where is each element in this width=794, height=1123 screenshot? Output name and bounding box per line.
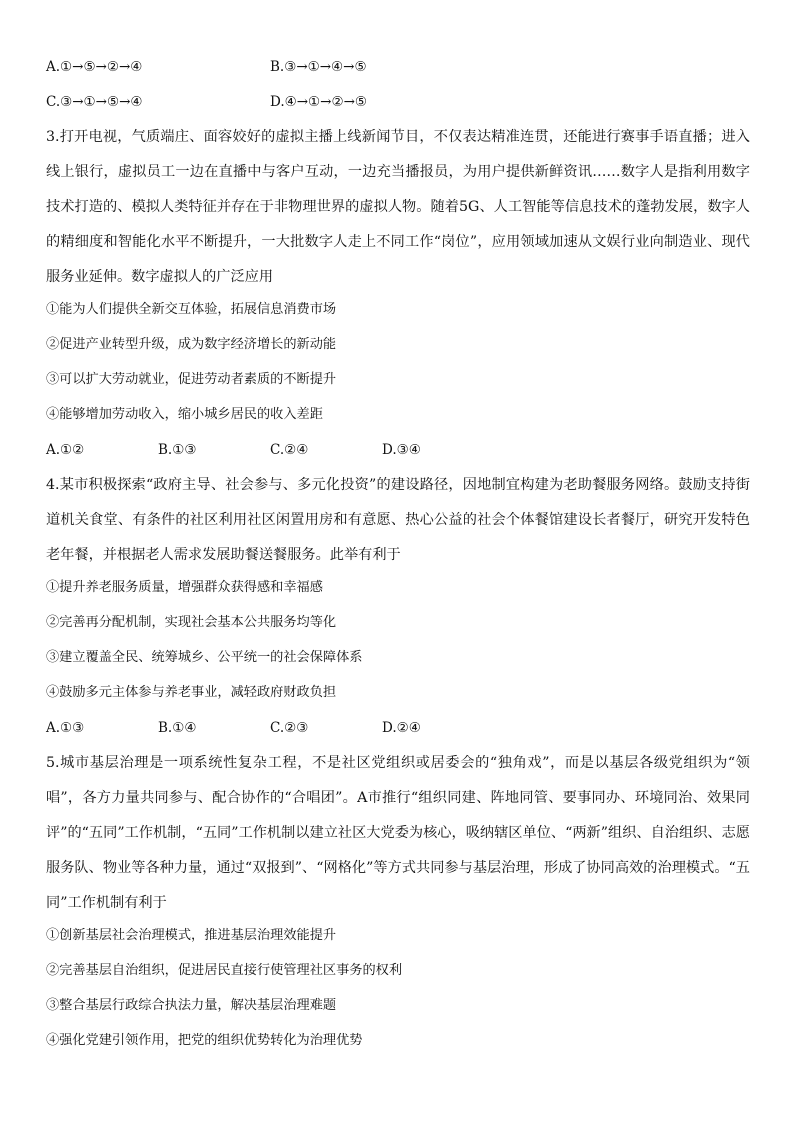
exam-page (46, 56, 750, 1065)
choice-d[interactable]: D.④→①→②→⑤ (270, 94, 367, 110)
statement-3: ③可以扩大劳动就业，促进劳动者素质的不断提升 (46, 372, 337, 387)
question-5 (46, 746, 750, 1052)
question-stem: 3.打开电视，气质端庄、面容姣好的虚拟主播上线新闻节目，不仅表达精准连贯，还能进行赛事手语直播；进入线上银行，虚拟员工一边在直播中与客户互动，一边充当播报员，为用户提供新鲜资讯……数字人是指利用数字技术打造的、模拟人类特征并存在于非物理世界的虚拟人物。随着5G、人工智能等信息技术的蓬勃发展，数字人的精细度和智能化水平不断提升，一大批数字人走上不同工作“岗位”，应用领域加速从文娱行业向制造业、现代服务业延伸。数字虚拟人的广泛应用 (46, 129, 750, 285)
statement-4: ④能够增加劳动收入，缩小城乡居民的收入差距 (46, 407, 323, 422)
choice-d[interactable]: D.②④ (382, 720, 421, 736)
answer-choices (46, 717, 750, 739)
statement-3: ③整合基层行政综合执法力量，解决基层治理难题 (46, 998, 337, 1013)
question-stem: 5.城市基层治理是一项系统性复杂工程，不是社区党组织或居委会的“独角戏”，而是以基层各级党组织为“领唱”，各方力量共同参与、配合协作的“合唱团”。A市推行“组织同建、阵地同管、要事同办、环境同治、效果同评”的“五同”工作机制，“五同”工作机制以建立社区大党委为核心，吸纳辖区单位、“两新”组织、自治组织、志愿服务队、物业等各种力量，通过“双报到”、“网格化”等方式共同参与基层治理，形成了协同高效的治理模式。“五同”工作机制有利于 (46, 755, 750, 911)
choice-c[interactable]: C.③→①→⑤→④ (46, 94, 143, 110)
statement-1: ①创新基层社会治理模式，推进基层治理效能提升 (46, 928, 337, 943)
choice-b[interactable]: B.①④ (158, 720, 197, 736)
answer-choices (46, 439, 750, 461)
choice-d[interactable]: D.③④ (382, 442, 421, 458)
choice-b[interactable]: B.①③ (158, 442, 197, 458)
statement-3: ③建立覆盖全民、统筹城乡、公平统一的社会保障体系 (46, 650, 363, 665)
statement-1: ①能为人们提供全新交互体验，拓展信息消费市场 (46, 302, 337, 317)
choice-b[interactable]: B.③→①→④→⑤ (270, 59, 367, 75)
question-stem: 4.某市积极探索“政府主导、社会参与、多元化投资”的建设路径，因地制宜构建为老助餐服务网络。鼓励支持街道机关食堂、有条件的社区利用社区闲置用房和有意愿、热心公益的社会个体餐馆建设长者餐厅，研究开发特色老年餐，并根据老人需求发展助餐送餐服务。此举有利于 (46, 477, 750, 563)
question-3 (46, 120, 750, 461)
prev-question-choices-row-2 (46, 91, 750, 113)
statement-2: ②完善再分配机制，实现社会基本公共服务均等化 (46, 615, 337, 630)
choice-c[interactable]: C.②④ (270, 442, 309, 458)
statement-2: ②促进产业转型升级，成为数字经济增长的新动能 (46, 337, 337, 352)
statement-4: ④鼓励多元主体参与养老事业，减轻政府财政负担 (46, 685, 337, 700)
prev-question-choices-row-1 (46, 56, 750, 78)
choice-a[interactable]: A.①→⑤→②→④ (46, 59, 143, 75)
choice-a[interactable]: A.①② (46, 442, 85, 458)
statement-1: ①提升养老服务质量，增强群众获得感和幸福感 (46, 580, 323, 595)
question-4 (46, 468, 750, 739)
choice-c[interactable]: C.②③ (270, 720, 309, 736)
statement-2: ②完善基层自治组织，促进居民直接行使管理社区事务的权利 (46, 963, 403, 978)
choice-a[interactable]: A.①③ (46, 720, 85, 736)
statement-4: ④强化党建引领作用，把党的组织优势转化为治理优势 (46, 1033, 363, 1048)
